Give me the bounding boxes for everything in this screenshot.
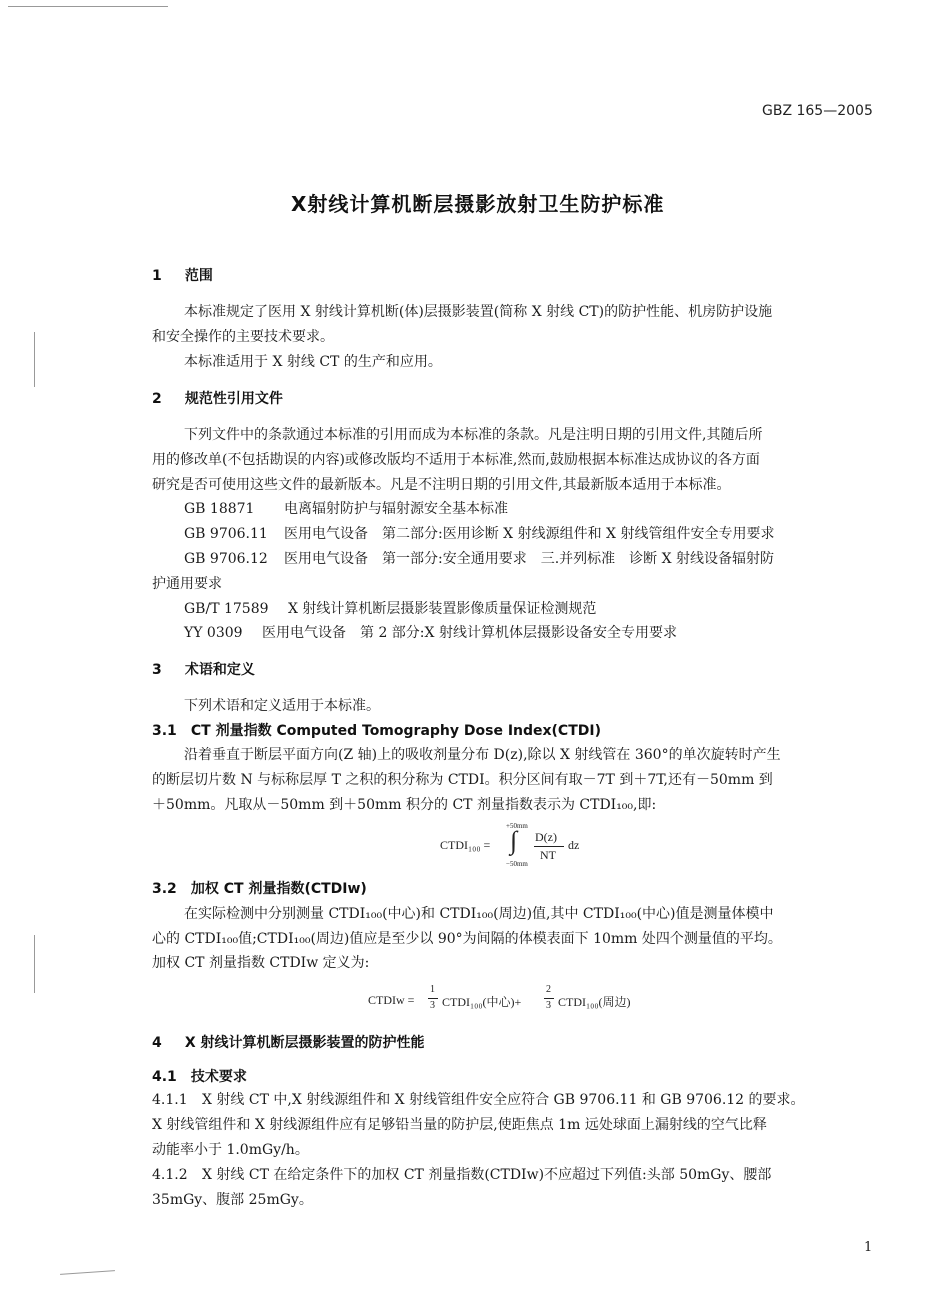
clause-number: 4.1.1 — [152, 1092, 188, 1108]
reference-item — [184, 622, 677, 642]
fraction-bar — [544, 998, 554, 999]
fraction-denominator: NT — [540, 848, 556, 862]
integral-lower-limit: −50mm — [506, 860, 528, 868]
section-number: 1 — [152, 268, 162, 284]
clause-4-1-1 — [152, 1089, 805, 1109]
fraction-numerator: 2 — [546, 984, 551, 995]
reference-item-continuation — [152, 573, 222, 593]
reference-title: 护通用要求 — [152, 576, 222, 592]
clause-text: X 射线 CT 中,X 射线源组件和 X 射线管组件安全应符合 GB 9706.11 和 GB 9706.12 的要求。 — [202, 1092, 805, 1108]
subsection-number: 3.2 — [152, 881, 177, 897]
reference-item — [184, 548, 774, 568]
paragraph-line: 用的修改单(不包括勘误的内容)或修改版均不适用于本标准,然而,鼓励根据本标准达成协议的各方面 — [152, 452, 760, 468]
fraction-denominator: 3 — [546, 1000, 551, 1011]
paragraph-line: 本标准规定了医用 X 射线计算机断(体)层摄影装置(简称 X 射线 CT)的防护性能、机房防护设施 — [184, 304, 773, 320]
scan-mark-left-1 — [34, 332, 39, 387]
fraction-bar — [534, 846, 564, 847]
reference-title: 电离辐射防护与辐射源安全基本标准 — [284, 501, 508, 517]
section-number: 2 — [152, 391, 162, 407]
subsection-number: 4.1 — [152, 1069, 177, 1085]
subsection-3-1-heading — [152, 720, 601, 740]
paragraph-line: X 射线管组件和 X 射线源组件应有足够铅当量的防护层,使距焦点 1m 远处球面上漏射线的空气比释 — [152, 1117, 767, 1133]
reference-code: GB 9706.11 — [184, 526, 268, 542]
page-title: X射线计算机断层摄影放射卫生防护标准 — [291, 192, 665, 216]
paragraph-line: 动能率小于 1.0mGy/h。 — [152, 1142, 309, 1158]
standard-code: GBZ 165—2005 — [762, 103, 873, 119]
section-title: 术语和定义 — [184, 662, 255, 678]
paragraph-line: 和安全操作的主要技术要求。 — [152, 329, 334, 345]
integral-sign: ∫ — [510, 826, 518, 855]
section-3-heading — [152, 659, 255, 679]
fraction-numerator: D(z) — [535, 830, 557, 844]
subsection-3-2-heading — [152, 878, 367, 898]
ctdiw-formula — [368, 984, 631, 1018]
formula-lhs: CTDIw = — [368, 993, 415, 1007]
differential: dz — [568, 838, 580, 852]
page-number: 1 — [864, 1240, 873, 1255]
formula-lhs: CTDI₁₀₀ = — [440, 838, 491, 852]
section-1-heading — [152, 265, 213, 285]
subsection-number: 3.1 — [152, 723, 177, 739]
formula-term: CTDI₁₀₀(周边) — [558, 995, 631, 1009]
section-number: 4 — [152, 1035, 162, 1051]
section-title: 范围 — [184, 268, 213, 284]
ctdi100-formula — [440, 822, 600, 868]
fraction-numerator: 1 — [430, 984, 435, 995]
reference-item — [184, 498, 508, 518]
paragraph-line: 35mGy、腹部 25mGy。 — [152, 1192, 313, 1208]
paragraph-line: 沿着垂直于断层平面方向(Z 轴)上的吸收剂量分布 D(z),除以 X 射线管在 360°的单次旋转时产生 — [184, 747, 781, 763]
reference-code: GB/T 17589 — [184, 601, 269, 617]
reference-code: GB 9706.12 — [184, 551, 268, 567]
reference-title: X 射线计算机断层摄影装置影像质量保证检测规范 — [288, 601, 597, 617]
subsection-title: CT 剂量指数 Computed Tomography Dose Index(CTDI) — [190, 723, 601, 739]
section-2-heading — [152, 388, 283, 408]
paragraph-line: 下列文件中的条款通过本标准的引用而成为本标准的条款。凡是注明日期的引用文件,其随后所 — [184, 427, 763, 443]
clause-4-1-2 — [152, 1164, 771, 1184]
reference-item — [184, 523, 774, 543]
reference-title: 医用电气设备 第 2 部分:X 射线计算机体层摄影设备安全专用要求 — [262, 625, 677, 641]
clause-text: X 射线 CT 在给定条件下的加权 CT 剂量指数(CTDIw)不应超过下列值:头部 50mGy、腰部 — [202, 1167, 772, 1183]
section-title: 规范性引用文件 — [184, 391, 283, 407]
fraction-bar — [428, 998, 438, 999]
section-4-heading — [152, 1032, 425, 1052]
paragraph-line: 加权 CT 剂量指数 CTDIw 定义为: — [152, 955, 370, 971]
reference-title: 医用电气设备 第二部分:医用诊断 X 射线源组件和 X 射线管组件安全专用要求 — [284, 526, 775, 542]
reference-code: GB 18871 — [184, 501, 255, 517]
paragraph-line: 下列术语和定义适用于本标准。 — [184, 698, 380, 714]
section-title: X 射线计算机断层摄影装置的防护性能 — [184, 1035, 425, 1051]
paragraph-line: 研究是否可使用这些文件的最新版本。凡是不注明日期的引用文件,其最新版本适用于本标准。 — [152, 477, 731, 493]
paragraph-line: 本标准适用于 X 射线 CT 的生产和应用。 — [184, 354, 442, 370]
scan-line-bottom — [60, 1270, 115, 1275]
subsection-title: 技术要求 — [190, 1069, 247, 1085]
paragraph-line: 心的 CTDI₁₀₀值;CTDI₁₀₀(周边)值应是至少以 90°为间隔的体模表面下 10mm 处四个测量值的平均。 — [152, 931, 782, 947]
subsection-4-1-heading — [152, 1066, 247, 1086]
reference-item — [184, 598, 596, 618]
formula-term: CTDI₁₀₀(中心)+ — [442, 995, 522, 1009]
paragraph-line: 在实际检测中分别测量 CTDI₁₀₀(中心)和 CTDI₁₀₀(周边)值,其中 CTDI₁₀₀(中心)值是测量体模中 — [184, 906, 774, 922]
scan-mark-left-2 — [34, 935, 39, 993]
fraction-denominator: 3 — [430, 1000, 435, 1011]
clause-number: 4.1.2 — [152, 1167, 188, 1183]
reference-code: YY 0309 — [184, 625, 243, 641]
subsection-title: 加权 CT 剂量指数(CTDIw) — [190, 881, 367, 897]
reference-title: 医用电气设备 第一部分:安全通用要求 三.并列标准 诊断 X 射线设备辐射防 — [284, 551, 775, 567]
paragraph-line: ＋50mm。凡取从－50mm 到＋50mm 积分的 CT 剂量指数表示为 CTDI₁₀₀,即: — [152, 797, 657, 813]
integral-upper-limit: +50mm — [506, 822, 528, 830]
paragraph-line: 的断层切片数 N 与标称层厚 T 之积的积分称为 CTDI。积分区间有取－7T 到＋7T,还有－50mm 到 — [152, 772, 773, 788]
scan-line-top — [8, 6, 168, 7]
section-number: 3 — [152, 662, 162, 678]
